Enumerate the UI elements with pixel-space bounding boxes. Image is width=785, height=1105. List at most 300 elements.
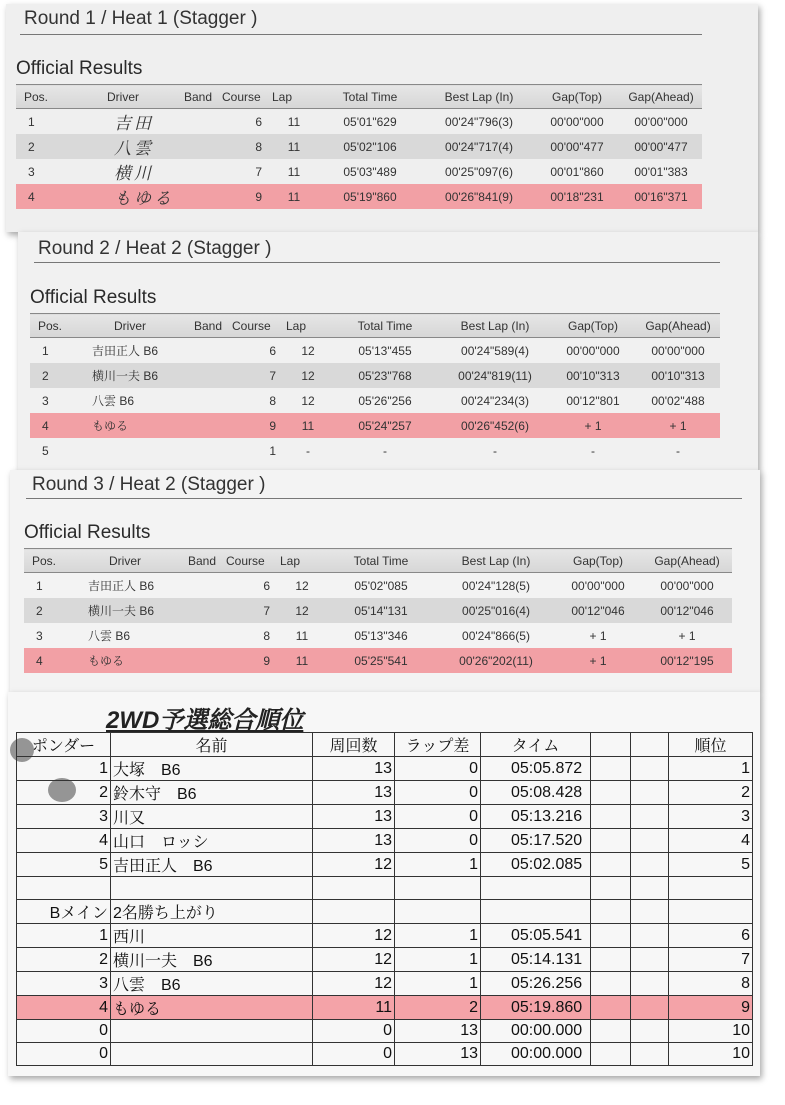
- summary-row: [17, 805, 753, 829]
- column-header: Total Time: [330, 314, 440, 338]
- cell-name: [111, 1020, 313, 1043]
- cell-band: [194, 388, 232, 413]
- cell-gap-ahead: 00'10"313: [636, 363, 720, 388]
- cell-gap-ahead: + 1: [678, 628, 696, 643]
- cell-band: [188, 623, 226, 648]
- table-row: [24, 623, 732, 648]
- cell-time: 05:17.520: [481, 829, 591, 853]
- cell-lap: 11: [295, 628, 309, 643]
- cell-total: 05'19"860: [316, 184, 424, 209]
- cell-empty: [631, 948, 669, 972]
- cell-rank: 8: [669, 972, 753, 996]
- cell-pos: 2: [24, 598, 62, 623]
- cell-time: 05:14.131: [481, 948, 591, 972]
- column-header: Driver: [66, 314, 194, 338]
- cell-gap-ahead: 00'01"383: [634, 164, 688, 179]
- column-header: Total Time: [324, 549, 438, 573]
- round2-title-rule: [34, 262, 720, 263]
- cell-diff: 1: [395, 924, 481, 948]
- column-header: Gap(Top): [554, 549, 642, 573]
- cell-gap-ahead: 00'16"371: [620, 184, 702, 209]
- cell-best: 00'24"819(11): [440, 363, 550, 388]
- cell-gap-top: 00'18"231: [534, 184, 620, 209]
- table-row: [30, 388, 720, 413]
- cell-pos: 5: [42, 443, 49, 458]
- cell-driver: 横川一夫 B6: [66, 363, 194, 388]
- cell-driver: もゆる: [62, 184, 184, 209]
- cell-best: 00'26"841(9): [424, 184, 534, 209]
- cell-lap: 12: [295, 578, 309, 593]
- cell-gap-ahead: 00'02"488: [651, 393, 705, 408]
- cell-pos: 2: [30, 363, 66, 388]
- cell-time: 05:05.872: [481, 757, 591, 781]
- cell-best: 00'24"796(3): [445, 114, 513, 129]
- cell-total: 05'23"768: [330, 363, 440, 388]
- cell-lap: 12: [301, 393, 315, 408]
- cell-laps: 13: [313, 829, 395, 853]
- cell-gap-top: -: [591, 443, 595, 458]
- cell-empty: [313, 900, 395, 924]
- summary-sheet: [8, 692, 760, 1076]
- summary-row: [17, 757, 753, 781]
- summary-header-row: [17, 733, 753, 757]
- cell-pos: 3: [28, 164, 35, 179]
- cell-name: [111, 1043, 313, 1066]
- column-header: Pos.: [16, 85, 62, 109]
- cell-name: 西川: [111, 924, 313, 948]
- cell-ponder: 2: [17, 948, 111, 972]
- cell-empty: [591, 924, 631, 948]
- cell-course: 8: [222, 134, 272, 159]
- cell-empty: [395, 877, 481, 900]
- round1-official-heading: Official Results: [16, 58, 143, 79]
- cell-rank: 10: [669, 1043, 753, 1066]
- cell-best: 00'25"016(4): [438, 598, 554, 623]
- cell-time: 05:26.256: [481, 972, 591, 996]
- cell-total: 05'14"131: [324, 598, 438, 623]
- cell-band: [184, 134, 222, 159]
- cell-gap-ahead: 00'00"000: [634, 114, 688, 129]
- summary-row: [17, 1043, 753, 1066]
- cell-rank: 2: [669, 781, 753, 805]
- round1-results-table: [16, 84, 702, 209]
- cell-ponder: 2: [17, 781, 111, 805]
- cell-ponder: 0: [17, 1020, 111, 1043]
- cell-gap-ahead: 00'12"046: [642, 598, 732, 623]
- cell-best: 00'26"202(11): [438, 648, 554, 673]
- cell-empty: [669, 877, 753, 900]
- cell-best: 00'25"097(6): [445, 164, 513, 179]
- cell-lap: 11: [286, 413, 330, 438]
- cell-ponder: 5: [17, 853, 111, 877]
- cell-laps: 0: [313, 1043, 395, 1066]
- cell-empty: [631, 1020, 669, 1043]
- column-header: Gap(Ahead): [636, 314, 720, 338]
- column-header: 順位: [669, 733, 753, 757]
- summary-table: [16, 732, 753, 1066]
- cell-course: 1: [269, 443, 276, 458]
- cell-pos: 1: [28, 114, 35, 129]
- cell-empty: [631, 853, 669, 877]
- cell-gap-top: 00'00"000: [550, 114, 604, 129]
- cell-empty: [591, 853, 631, 877]
- cell-empty: [669, 900, 753, 924]
- cell-total: 05'01"629: [343, 114, 397, 129]
- cell-rank: 7: [669, 948, 753, 972]
- cell-gap-top: 00'00"477: [534, 134, 620, 159]
- cell-rank: 9: [669, 996, 753, 1020]
- cell-empty: [591, 1043, 631, 1066]
- summary-row: [17, 972, 753, 996]
- cell-driver: もゆる: [66, 413, 194, 438]
- table-row: [16, 159, 702, 184]
- cell-best: 00'24"234(3): [461, 393, 529, 408]
- cell-laps: 0: [313, 1020, 395, 1043]
- cell-lap: 11: [272, 134, 316, 159]
- cell-best: 00'24"717(4): [424, 134, 534, 159]
- cell-diff: 1: [395, 853, 481, 877]
- cell-total: 05'24"257: [330, 413, 440, 438]
- column-header: Lap: [272, 85, 316, 109]
- cell-diff: 0: [395, 757, 481, 781]
- b-main-label: Bメイン: [17, 900, 111, 924]
- column-header: Driver: [62, 85, 184, 109]
- cell-empty: [591, 877, 631, 900]
- summary-row: [17, 1020, 753, 1043]
- cell-gap-ahead: + 1: [636, 413, 720, 438]
- cell-empty: [631, 757, 669, 781]
- cell-empty: [631, 805, 669, 829]
- cell-band: [188, 573, 226, 599]
- cell-gap-ahead: -: [676, 443, 680, 458]
- cell-time: 05:05.541: [481, 924, 591, 948]
- cell-pos: 3: [36, 628, 43, 643]
- cell-best: 00'24"589(4): [461, 343, 529, 358]
- cell-empty: [481, 877, 591, 900]
- round1-title-rule: [20, 34, 702, 35]
- cell-ponder: 3: [17, 805, 111, 829]
- cell-pos: 1: [42, 343, 49, 358]
- cell-driver: 吉田: [114, 114, 154, 134]
- cell-diff: 1: [395, 948, 481, 972]
- round2-sheet: [18, 232, 758, 470]
- cell-course: 6: [269, 343, 276, 358]
- table-row: [24, 598, 732, 623]
- cell-pos: 4: [24, 648, 62, 673]
- cell-driver: 横川一夫 B6: [62, 598, 188, 623]
- cell-name: 鈴木守 B6: [111, 781, 313, 805]
- cell-diff: 13: [395, 1020, 481, 1043]
- column-header: 名前: [111, 733, 313, 757]
- cell-empty: [631, 829, 669, 853]
- cell-best: -: [493, 443, 497, 458]
- table-row: [30, 338, 720, 364]
- cell-empty: [591, 948, 631, 972]
- cell-rank: 3: [669, 805, 753, 829]
- cell-driver: 八雲 B6: [88, 629, 131, 643]
- cell-empty: [631, 877, 669, 900]
- cell-laps: 13: [313, 781, 395, 805]
- cell-diff: 13: [395, 1043, 481, 1066]
- cell-rank: 10: [669, 1020, 753, 1043]
- column-header: タイム: [481, 733, 591, 757]
- column-header: [591, 733, 631, 757]
- cell-empty: [591, 1020, 631, 1043]
- cell-time: 00:00.000: [481, 1043, 591, 1066]
- column-header: Best Lap (In): [438, 549, 554, 573]
- cell-gap-top: + 1: [589, 628, 607, 643]
- cell-gap-top: 00'10"313: [550, 363, 636, 388]
- column-header: Best Lap (In): [424, 85, 534, 109]
- cell-best: 00'24"128(5): [462, 578, 530, 593]
- cell-empty: [591, 972, 631, 996]
- cell-band: [184, 109, 222, 135]
- cell-lap: 12: [286, 363, 330, 388]
- cell-empty: [17, 877, 111, 900]
- column-header: Pos.: [24, 549, 62, 573]
- cell-lap: 11: [287, 164, 301, 179]
- cell-name: 吉田正人 B6: [111, 853, 313, 877]
- cell-driver: 吉田正人 B6: [88, 579, 155, 593]
- column-header: Band: [194, 314, 232, 338]
- cell-empty: [631, 924, 669, 948]
- cell-lap: 11: [272, 184, 316, 209]
- column-header: Gap(Top): [534, 85, 620, 109]
- cell-empty: [631, 781, 669, 805]
- cell-course: 8: [269, 393, 276, 408]
- cell-ponder: 4: [17, 996, 111, 1020]
- column-header: Total Time: [316, 85, 424, 109]
- cell-laps: 12: [313, 972, 395, 996]
- summary-row: [17, 996, 753, 1020]
- cell-gap-ahead: 00'00"000: [651, 343, 705, 358]
- table-row: [24, 648, 732, 673]
- cell-driver: [66, 438, 194, 463]
- column-header: Course: [226, 549, 280, 573]
- cell-empty: [591, 900, 631, 924]
- column-header: Pos.: [30, 314, 66, 338]
- cell-gap-ahead: 00'00"000: [660, 578, 714, 593]
- cell-total: 05'25"541: [324, 648, 438, 673]
- cell-gap-top: + 1: [554, 648, 642, 673]
- column-header: ラップ差: [395, 733, 481, 757]
- cell-band: [194, 413, 232, 438]
- column-header: Band: [188, 549, 226, 573]
- cell-rank: 4: [669, 829, 753, 853]
- cell-ponder: 4: [17, 829, 111, 853]
- cell-pos: 2: [16, 134, 62, 159]
- cell-gap-top: 00'01"860: [550, 164, 604, 179]
- round2-title: Round 2 / Heat 2 (Stagger ): [38, 238, 272, 259]
- round2-results-table: [30, 313, 720, 463]
- table-header-row: [24, 549, 732, 573]
- cell-rank: 6: [669, 924, 753, 948]
- cell-band: [194, 363, 232, 388]
- cell-band: [184, 184, 222, 209]
- round1-sheet: [6, 4, 758, 232]
- cell-empty: [591, 757, 631, 781]
- cell-band: [188, 598, 226, 623]
- cell-driver: 八雲 B6: [92, 394, 135, 408]
- cell-diff: 0: [395, 781, 481, 805]
- cell-course: 8: [263, 628, 270, 643]
- cell-ponder: 0: [17, 1043, 111, 1066]
- column-header: [631, 733, 669, 757]
- cell-pos: 3: [42, 393, 49, 408]
- cell-gap-top: + 1: [550, 413, 636, 438]
- table-row: [30, 413, 720, 438]
- cell-band: [194, 438, 232, 463]
- cell-driver: 吉田正人 B6: [92, 344, 159, 358]
- cell-total: 05'02"106: [316, 134, 424, 159]
- cell-empty: [591, 781, 631, 805]
- cell-pos: 1: [36, 578, 43, 593]
- column-header: Lap: [280, 549, 324, 573]
- table-row: [24, 573, 732, 599]
- cell-lap: 11: [287, 114, 301, 129]
- cell-gap-top: 00'12"801: [566, 393, 620, 408]
- cell-laps: 12: [313, 948, 395, 972]
- cell-course: 6: [255, 114, 262, 129]
- cell-ponder: 3: [17, 972, 111, 996]
- summary-row: [17, 781, 753, 805]
- summary-row: [17, 948, 753, 972]
- cell-laps: 11: [313, 996, 395, 1020]
- summary-row: [17, 853, 753, 877]
- column-header: Lap: [286, 314, 330, 338]
- round3-title: Round 3 / Heat 2 (Stagger ): [32, 474, 266, 495]
- b-main-note: 2名勝ち上がり: [111, 900, 313, 924]
- cell-empty: [631, 1043, 669, 1066]
- cell-diff: 2: [395, 996, 481, 1020]
- column-header: Course: [222, 85, 272, 109]
- cell-name: 山口 ロッシ: [111, 829, 313, 853]
- cell-empty: [111, 877, 313, 900]
- cell-gap-top: 00'00"000: [571, 578, 625, 593]
- cell-name: 八雲 B6: [111, 972, 313, 996]
- cell-course: 6: [263, 578, 270, 593]
- cell-course: 7: [232, 363, 286, 388]
- cell-diff: 0: [395, 805, 481, 829]
- cell-laps: 13: [313, 757, 395, 781]
- cell-total: -: [383, 443, 387, 458]
- summary-blank-row: [17, 877, 753, 900]
- cell-course: 9: [232, 413, 286, 438]
- cell-total: 05'03"489: [343, 164, 397, 179]
- b-main-row: [17, 900, 753, 924]
- cell-time: 05:19.860: [481, 996, 591, 1020]
- cell-gap-ahead: 00'12"195: [642, 648, 732, 673]
- table-row: [30, 438, 720, 463]
- cell-best: 00'26"452(6): [440, 413, 550, 438]
- cell-total: 05'26"256: [358, 393, 412, 408]
- cell-empty: [481, 900, 591, 924]
- cell-empty: [591, 829, 631, 853]
- column-header: Band: [184, 85, 222, 109]
- cell-name: 川又: [111, 805, 313, 829]
- cell-name: 横川一夫 B6: [111, 948, 313, 972]
- column-header: Gap(Ahead): [642, 549, 732, 573]
- cell-total: 05'13"455: [358, 343, 412, 358]
- cell-laps: 12: [313, 924, 395, 948]
- cell-course: 7: [255, 164, 262, 179]
- cell-course: 9: [222, 184, 272, 209]
- column-header: Best Lap (In): [440, 314, 550, 338]
- cell-empty: [591, 996, 631, 1020]
- table-row: [16, 184, 702, 209]
- table-row: [30, 363, 720, 388]
- cell-laps: 12: [313, 853, 395, 877]
- table-header-row: [16, 85, 702, 109]
- cell-lap: 11: [280, 648, 324, 673]
- cell-total: 05'02"085: [354, 578, 408, 593]
- cell-rank: 5: [669, 853, 753, 877]
- cell-rank: 1: [669, 757, 753, 781]
- cell-time: 05:08.428: [481, 781, 591, 805]
- round3-official-heading: Official Results: [24, 522, 151, 543]
- cell-laps: 13: [313, 805, 395, 829]
- cell-best: 00'24"866(5): [462, 628, 530, 643]
- round1-title: Round 1 / Heat 1 (Stagger ): [24, 8, 258, 29]
- cell-band: [184, 159, 222, 184]
- cell-lap: 12: [301, 343, 315, 358]
- summary-row: [17, 829, 753, 853]
- cell-driver: 横川: [114, 164, 154, 184]
- cell-name: もゆる: [111, 996, 313, 1020]
- column-header: Driver: [62, 549, 188, 573]
- cell-empty: [591, 805, 631, 829]
- cell-course: 9: [226, 648, 280, 673]
- cell-diff: 1: [395, 972, 481, 996]
- cell-pos: 4: [30, 413, 66, 438]
- cell-driver: 八雲: [62, 134, 184, 159]
- summary-title: 2WD予選総合順位: [106, 707, 304, 734]
- cell-gap-top: 00'12"046: [554, 598, 642, 623]
- cell-driver: もゆる: [62, 648, 188, 673]
- cell-total: 05'13"346: [354, 628, 408, 643]
- table-header-row: [30, 314, 720, 338]
- cell-time: 05:02.085: [481, 853, 591, 877]
- cell-name: 大塚 B6: [111, 757, 313, 781]
- column-header: ポンダー: [17, 733, 111, 757]
- cell-empty: [395, 900, 481, 924]
- round3-sheet: [10, 470, 760, 692]
- round2-official-heading: Official Results: [30, 287, 157, 308]
- cell-gap-ahead: 00'00"477: [620, 134, 702, 159]
- cell-ponder: 1: [17, 924, 111, 948]
- table-row: [16, 134, 702, 159]
- cell-diff: 0: [395, 829, 481, 853]
- column-header: 周回数: [313, 733, 395, 757]
- cell-pos: 4: [16, 184, 62, 209]
- cell-empty: [631, 972, 669, 996]
- cell-empty: [631, 900, 669, 924]
- round3-results-table: [24, 548, 732, 673]
- cell-ponder: 1: [17, 757, 111, 781]
- cell-course: 7: [226, 598, 280, 623]
- round3-title-rule: [26, 498, 742, 499]
- column-header: Gap(Ahead): [620, 85, 702, 109]
- cell-empty: [631, 996, 669, 1020]
- cell-lap: 12: [280, 598, 324, 623]
- cell-lap: -: [306, 443, 310, 458]
- cell-band: [194, 338, 232, 364]
- column-header: Course: [232, 314, 286, 338]
- table-row: [16, 109, 702, 135]
- column-header: Gap(Top): [550, 314, 636, 338]
- summary-row: [17, 924, 753, 948]
- cell-band: [188, 648, 226, 673]
